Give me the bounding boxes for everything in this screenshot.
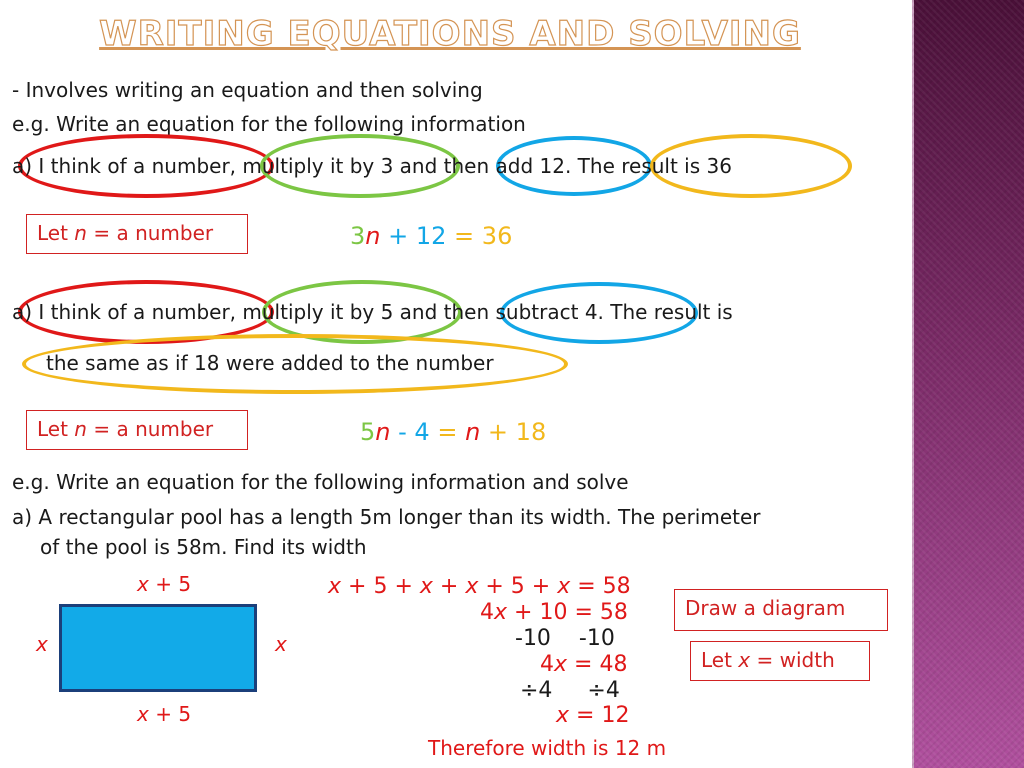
- slide-title: WRITING EQUATIONS AND SOLVING: [99, 14, 801, 54]
- diagram-right-label: x: [275, 632, 287, 656]
- conclusion: Therefore width is 12 m: [428, 736, 667, 760]
- equation-ex2: 5n - 4 = n + 18: [360, 418, 547, 446]
- let-box-ex3: Let x = width: [690, 641, 870, 681]
- step-1: x + 5 + x + x + 5 + x = 58: [328, 574, 631, 599]
- let-box-ex1: Let n = a number: [26, 214, 248, 254]
- example2-statement-line2: the same as if 18 were added to the number: [46, 351, 494, 375]
- example1-statement: a) I think of a number, multiply it by 3 and then add 12. The result is 36: [12, 154, 732, 178]
- step-6: x = 12: [556, 703, 630, 728]
- equation-ex1: 3n + 12 = 36: [350, 222, 513, 250]
- intro-line-2: e.g. Write an equation for the following information: [12, 112, 526, 136]
- pool-rectangle: [59, 604, 257, 692]
- example3-statement-line1: a) A rectangular pool has a length 5m longer than its width. The perimeter: [12, 505, 761, 529]
- step-4: 4x = 48: [540, 652, 628, 677]
- example2-statement-line1: a) I think of a number, multiply it by 5 and then subtract 4. The result is: [12, 300, 733, 324]
- let-box-ex2: Let n = a number: [26, 410, 248, 450]
- draw-diagram-box: Draw a diagram: [674, 589, 888, 631]
- diagram-left-label: x: [36, 632, 48, 656]
- example3-statement-line2: of the pool is 58m. Find its width: [40, 535, 367, 559]
- intro-line-1: - Involves writing an equation and then solving: [12, 78, 483, 102]
- example3-intro: e.g. Write an equation for the following information and solve: [12, 470, 629, 494]
- step-2: 4x + 10 = 58: [480, 600, 628, 625]
- diagram-top-label: x + 5: [137, 572, 192, 596]
- step-5: ÷4 ÷4: [520, 678, 620, 703]
- decorative-sidebar: [912, 0, 1024, 768]
- diagram-bottom-label: x + 5: [137, 702, 192, 726]
- step-3: -10 -10: [515, 626, 615, 651]
